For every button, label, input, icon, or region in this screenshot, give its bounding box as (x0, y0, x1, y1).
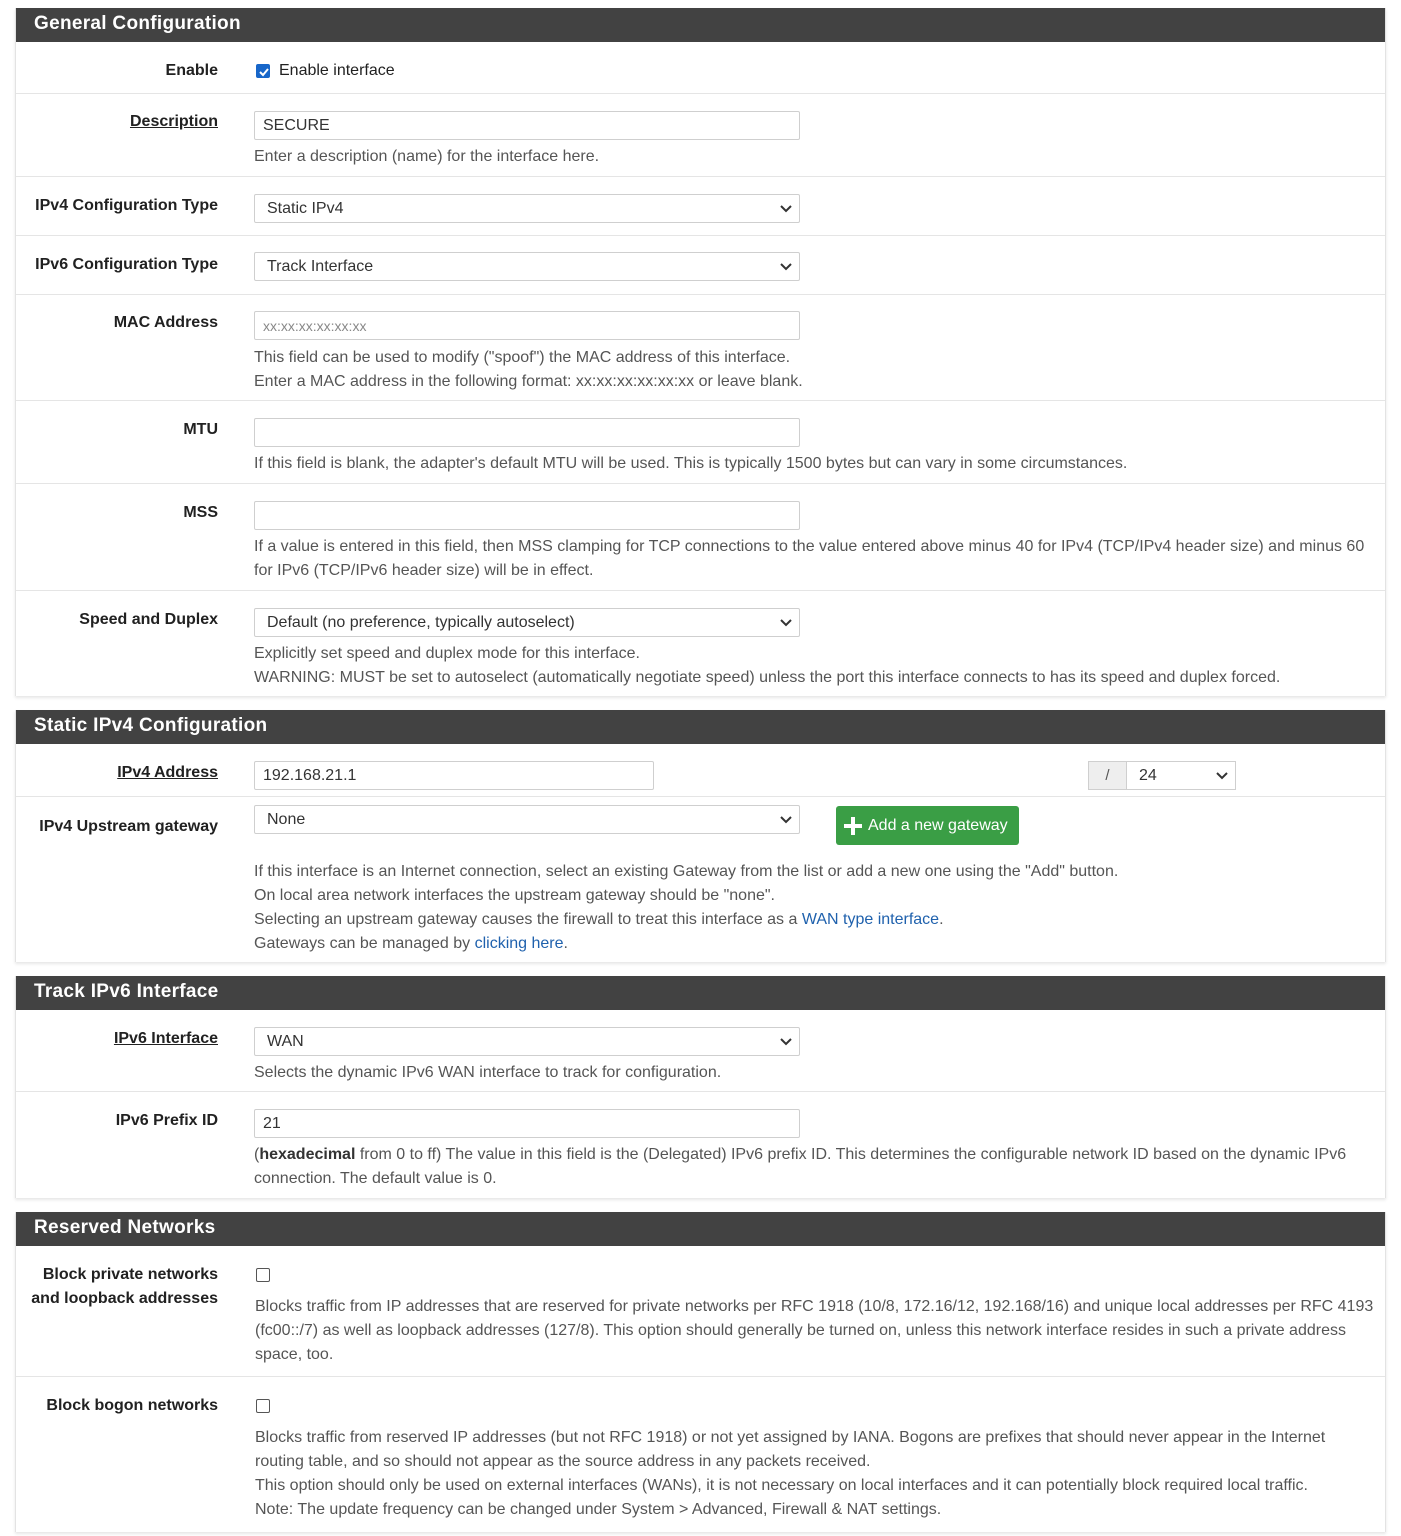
static-ipv4-panel (15, 710, 1386, 962)
ipv4-type-row (16, 177, 1385, 236)
description-label[interactable]: Description (129, 113, 218, 130)
ipv4-address-input[interactable]: 192.168.21.1 (254, 761, 654, 790)
enable-interface-checkbox[interactable] (256, 64, 270, 78)
block-bogon-help (255, 1426, 1375, 1522)
cidr-value: 24 (1139, 767, 1157, 784)
block-bogon-label: Block bogon networks (46, 1397, 218, 1414)
ipv6-interface-value: WAN (267, 1033, 304, 1050)
mtu-help: If this field is blank, the adapter's default MTU will be used. This is typically 1500 bytes but can vary in some circumstances. (254, 455, 1128, 472)
mtu-label: MTU (183, 421, 218, 438)
mac-address-row (16, 295, 1385, 401)
ipv6-interface-help: Selects the dynamic IPv6 WAN interface to track for configuration. (254, 1064, 722, 1081)
gateway-help-3-post: . (939, 911, 944, 928)
chevron-down-icon (779, 1032, 793, 1050)
mac-help-line-1: This field can be used to modify ("spoof") the MAC address of this interface. (254, 349, 791, 366)
ipv4-gateway-select[interactable] (254, 805, 800, 834)
chevron-down-icon (1215, 766, 1229, 784)
block-private-row (16, 1246, 1385, 1377)
speed-duplex-help (254, 642, 1375, 690)
chevron-down-icon (779, 810, 793, 828)
static-ipv4-title: Static IPv4 Configuration (16, 710, 1385, 744)
mtu-row (16, 401, 1385, 484)
gateway-help-line-1: If this interface is an Internet connection, select an existing Gateway from the list or add a new one using the "Add" button. (254, 863, 1119, 880)
ipv6-interface-row (16, 1010, 1385, 1092)
gateway-help-3-pre: Selecting an upstream gateway causes the firewall to treat this interface as a (254, 911, 802, 928)
prefix-help-bold: hexadecimal (259, 1146, 356, 1163)
gateway-help-line-4 (254, 932, 1375, 956)
gateway-help-line-3 (254, 908, 1375, 932)
checkmark-icon (258, 66, 270, 78)
ipv4-gateway-row (16, 797, 1385, 962)
ipv6-prefix-label: IPv6 Prefix ID (115, 1112, 218, 1129)
clicking-here-link[interactable]: clicking here (474, 935, 564, 952)
description-row (16, 94, 1385, 177)
add-gateway-label: Add a new gateway (868, 817, 1008, 834)
wan-type-interface-link[interactable]: WAN type interface (801, 911, 940, 928)
enable-interface-text: Enable interface (279, 62, 395, 79)
enable-row (16, 42, 1385, 94)
block-bogon-checkbox[interactable] (256, 1399, 270, 1413)
speed-duplex-value: Default (no preference, typically autoselect) (267, 614, 575, 631)
general-configuration-title: General Configuration (16, 8, 1385, 42)
general-configuration-panel (15, 8, 1386, 696)
prefix-help-open: ( (254, 1146, 260, 1163)
mtu-input[interactable] (254, 418, 800, 447)
track-ipv6-panel (15, 976, 1386, 1198)
bogon-help-line-2: This option should only be used on external interfaces (WANs), it is not necessary on local interfaces and it can potentially block required local traffic. (255, 1477, 1308, 1494)
ipv6-type-select[interactable] (254, 252, 800, 281)
ipv6-type-label: IPv6 Configuration Type (35, 256, 218, 273)
ipv4-gateway-label: IPv4 Upstream gateway (39, 818, 218, 835)
block-private-label-line-2: and loopback addresses (31, 1290, 218, 1307)
block-private-label (16, 1263, 218, 1311)
ipv6-type-value: Track Interface (267, 258, 374, 275)
mac-address-help (254, 346, 1375, 394)
gateway-help-4-pre: Gateways can be managed by (254, 935, 475, 952)
description-help: Enter a description (name) for the interface here. (254, 148, 600, 165)
speed-duplex-row (16, 591, 1385, 696)
block-private-label-line-1: Block private networks (42, 1266, 218, 1283)
reserved-networks-title: Reserved Networks (16, 1212, 1385, 1246)
mac-help-line-2: Enter a MAC address in the following format: xx:xx:xx:xx:xx:xx or leave blank. (254, 373, 803, 390)
plus-icon (843, 816, 863, 836)
block-private-help: Blocks traffic from IP addresses that are reserved for private networks per RFC 1918 (10/8, 172.16/12, 192.168/16) and unique local addresses per RFC 4193 (fc00::/7) as well as loopback addresses (127/8). This option should generally be turned on, unless this network interface resides in such a private address space, too. (255, 1298, 1374, 1363)
mac-address-input[interactable]: xx:xx:xx:xx:xx:xx (254, 311, 800, 340)
ipv4-address-label[interactable]: IPv4 Address (117, 764, 218, 781)
ipv6-prefix-help (254, 1143, 1375, 1191)
ipv4-type-value: Static IPv4 (267, 200, 344, 217)
block-bogon-row (16, 1377, 1385, 1532)
bogon-help-line-3: Note: The update frequency can be changed under System > Advanced, Firewall & NAT settings. (255, 1501, 942, 1518)
cidr-slash: / (1088, 761, 1126, 790)
cidr-select[interactable] (1126, 761, 1236, 790)
ipv6-prefix-input[interactable]: 21 (254, 1109, 800, 1138)
prefix-help-rest: from 0 to ff) The value in this field is the (Delegated) IPv6 prefix ID. This determines the configurable network ID based on the dynamic IPv6 connection. The default value is 0. (254, 1146, 1347, 1187)
enable-label: Enable (165, 62, 218, 79)
speed-duplex-label: Speed and Duplex (79, 611, 218, 628)
speed-help-line-2: WARNING: MUST be set to autoselect (automatically negotiate speed) unless the port this interface connects to has its speed and duplex forced. (254, 669, 1281, 686)
ipv6-interface-select[interactable] (254, 1027, 800, 1056)
speed-duplex-select[interactable] (254, 608, 800, 637)
ipv6-prefix-row (16, 1092, 1385, 1198)
ipv4-type-select[interactable] (254, 194, 800, 223)
ipv6-interface-label[interactable]: IPv6 Interface (113, 1030, 218, 1047)
block-private-checkbox[interactable] (256, 1268, 270, 1282)
reserved-networks-panel (15, 1212, 1386, 1532)
mss-label: MSS (183, 504, 218, 521)
ipv4-gateway-value: None (267, 811, 306, 828)
ipv4-gateway-help (254, 860, 1375, 956)
mss-input[interactable] (254, 501, 800, 530)
ipv4-type-label: IPv4 Configuration Type (35, 197, 218, 214)
description-input[interactable]: SECURE (254, 111, 800, 140)
mac-address-label: MAC Address (113, 314, 218, 331)
chevron-down-icon (779, 199, 793, 217)
ipv4-address-row (16, 744, 1385, 797)
chevron-down-icon (779, 257, 793, 275)
gateway-help-line-2: On local area network interfaces the upstream gateway should be "none". (254, 887, 775, 904)
track-ipv6-title: Track IPv6 Interface (16, 976, 1385, 1010)
add-gateway-button[interactable] (836, 806, 1019, 845)
mss-row (16, 484, 1385, 591)
ipv6-type-row (16, 236, 1385, 295)
gateway-help-4-post: . (563, 935, 568, 952)
chevron-down-icon (779, 613, 793, 631)
speed-help-line-1: Explicitly set speed and duplex mode for this interface. (254, 645, 640, 662)
bogon-help-line-1: Blocks traffic from reserved IP addresses (but not RFC 1918) or not yet assigned by IANA. Bogons are prefixes that should never appear in the Internet routing table, and so should not appear as the source address in any packets received. (255, 1429, 1326, 1470)
mss-help: If a value is entered in this field, then MSS clamping for TCP connections to the value entered above minus 40 for IPv4 (TCP/IPv4 header size) and minus 60 for IPv6 (TCP/IPv6 header size) will be in effect. (254, 538, 1365, 579)
